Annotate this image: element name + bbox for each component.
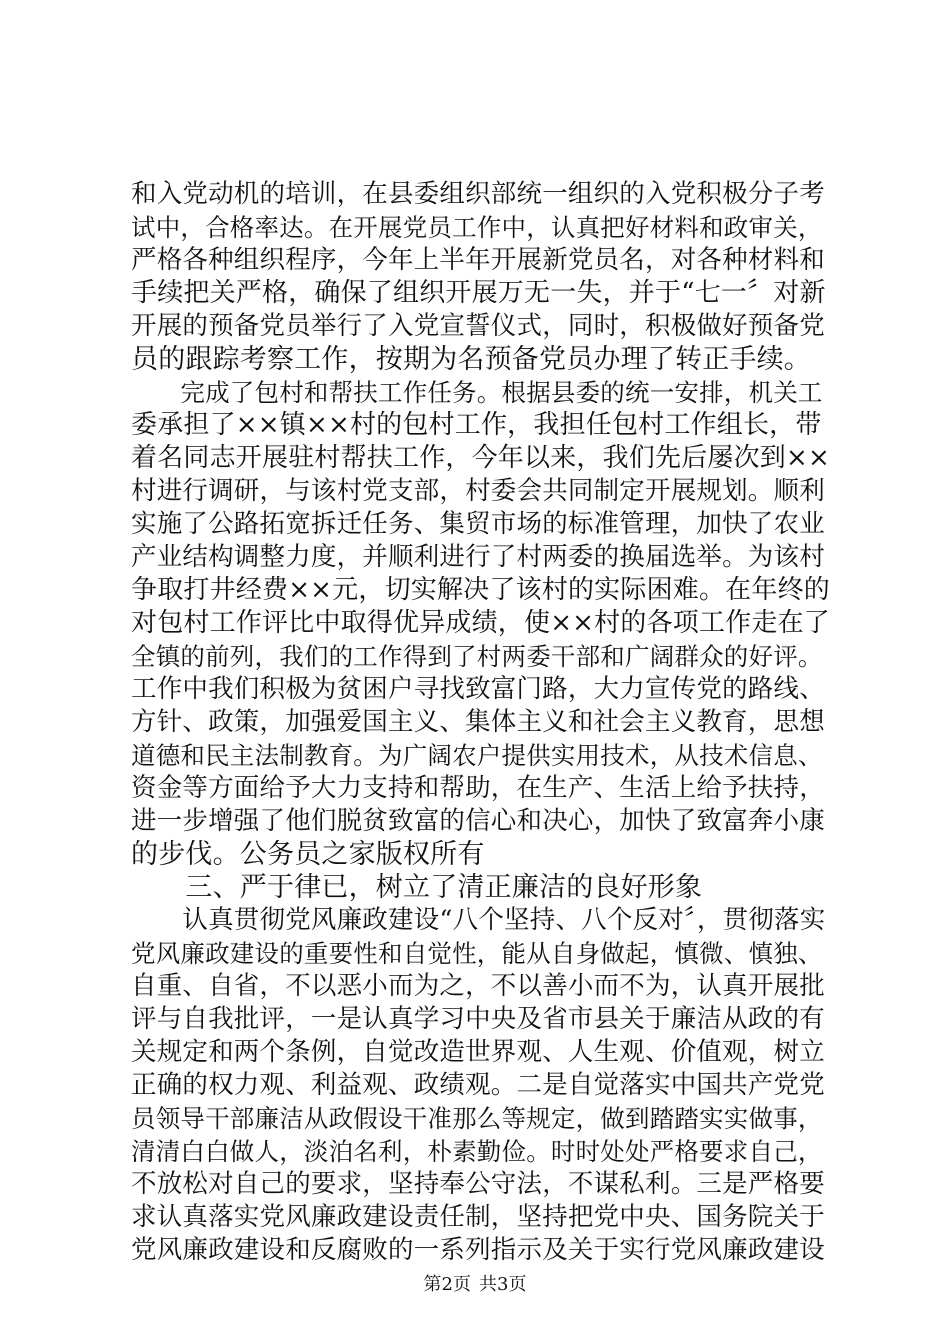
text-line: 求认真落实党风廉政建设责任制，坚持把党中央、国务院关于 (131, 1202, 825, 1232)
text-line: 对包村工作评比中取得优异成绩，使××村的各项工作走在了 (131, 608, 830, 638)
text-line: 试中，合格率达。在开展党员工作中，认真把好材料和政审关， (131, 213, 823, 242)
text-line: 委承担了××镇××村的包村工作，我担任包村工作组长，带 (131, 410, 822, 440)
text-line: 实施了公路拓宽拆迁任务、集贸市场的标准管理，加快了农业 (131, 509, 825, 539)
text-line: 争取打井经费××元，切实解决了该村的实际困难。在年终的 (131, 575, 830, 605)
text-line: 道德和民主法制教育。为广阔农户提供实用技术，从技术信息、 (131, 741, 823, 770)
text-line: 党风廉政建设的重要性和自觉性，能从自身做起，慎微、慎独、 (131, 939, 823, 968)
text-line: 评与自我批评，一是认真学习中央及省市县关于廉洁从政的有 (131, 1004, 825, 1034)
text-line: 手续把关严格，确保了组织开展万无一失，并于“七一〞对新 (131, 278, 826, 308)
text-line: 认真贯彻党风廉政建设“八个坚持、八个反对〞，贯彻落实 (131, 905, 826, 935)
text-line: 正确的权力观、利益观、政绩观。二是自觉落实中国共产党党 (131, 1070, 825, 1100)
text-line: 方针、政策，加强爱国主义、集体主义和社会主义教育，思想 (131, 707, 825, 737)
page-number: 第2页 (423, 1274, 471, 1295)
page-total: 共3页 (479, 1274, 527, 1295)
text-line: 严格各种组织程序，今年上半年开展新党员名，对各种材料和 (131, 245, 825, 275)
text-line: 党风廉政建设和反腐败的一系列指示及关于实行党风廉政建设 (131, 1235, 825, 1265)
text-line: 资金等方面给予大力支持和帮助，在生产、生活上给予扶持， (131, 773, 825, 803)
text-line: 关规定和两个条例，自觉改造世界观、人生观、价值观，树立 (131, 1037, 825, 1067)
text-line: 开展的预备党员举行了入党宣誓仪式，同时，积极做好预备党 (131, 311, 825, 341)
text-line: 的步伐。公务员之家版权所有 (131, 839, 485, 870)
text-line: 员领导干部廉洁从政假设干准那么等规定，做到踏踏实实做事， (131, 1104, 823, 1133)
text-line: 村进行调研，与该村党支部，村委会共同制定开展规划。顺利 (131, 476, 825, 506)
text-line: 完成了包村和帮扶工作任务。根据县委的统一安排，机关工 (131, 378, 823, 407)
text-line: 工作中我们积极为贫困户寻找致富门路，大力宣传党的路线、 (131, 674, 825, 704)
section-heading: 三、严于律已，树立了清正廉洁的良好形象 (131, 872, 703, 903)
text-line: 和入党动机的培训，在县委组织部统一组织的入党积极分子考 (131, 179, 825, 209)
page-footer (0, 1273, 950, 1297)
text-line: 进一步增强了他们脱贫致富的信心和决心，加快了致富奔小康 (131, 806, 825, 836)
text-line: 清清白白做人，淡泊名利，朴素勤俭。时时处处严格要求自己， (131, 1137, 823, 1166)
text-line: 产业结构调整力度，并顺利进行了村两委的换届选举。为该村 (131, 542, 825, 572)
text-line: 全镇的前列，我们的工作得到了村两委干部和广阔群众的好评。 (131, 642, 823, 671)
text-line: 员的跟踪考察工作，按期为名预备党员办理了转正手续。 (131, 344, 811, 375)
text-line: 不放松对自己的要求，坚持奉公守法，不谋私利。三是严格要 (131, 1169, 825, 1199)
text-line: 自重、自省，不以恶小而为之，不以善小而不为，认真开展批 (131, 971, 825, 1001)
text-line: 着名同志开展驻村帮扶工作，今年以来，我们先后屡次到×× (131, 443, 830, 473)
